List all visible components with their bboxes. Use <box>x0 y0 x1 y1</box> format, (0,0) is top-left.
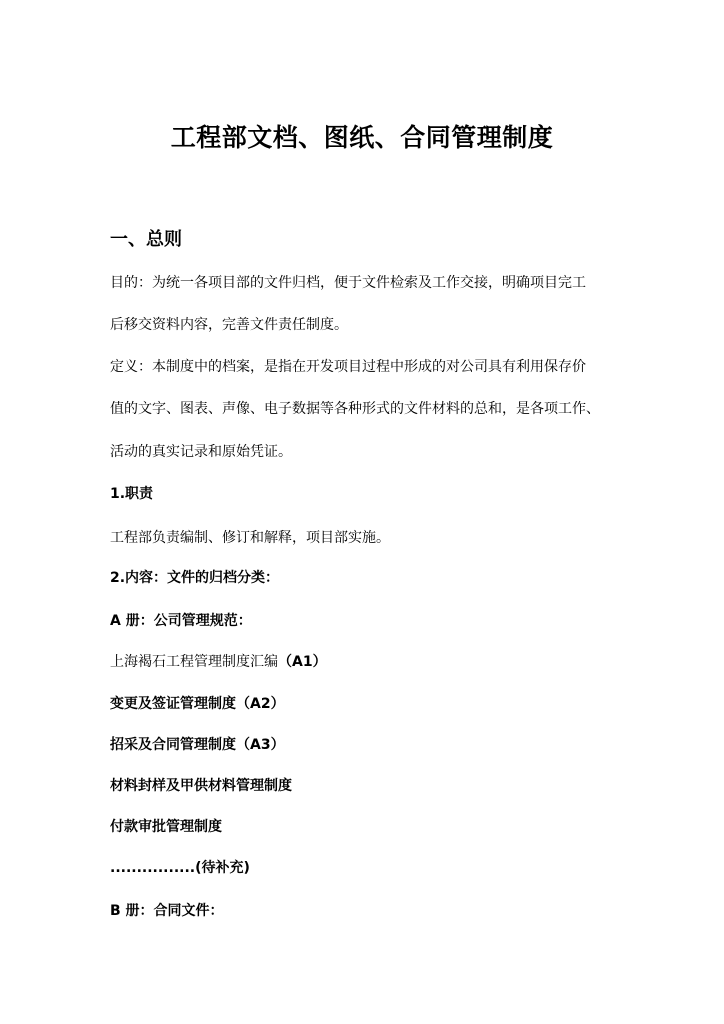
volume-a-item <box>110 693 285 715</box>
volume-a-item-title: 上海褐石工程管理制度汇编 <box>110 654 278 670</box>
purpose-text-line-1: 目的：为统一各项目部的文件归档，便于文件检索及工作交接，明确项目完工 <box>110 275 586 291</box>
volume-a-item <box>110 775 292 797</box>
volume-a-item-code: （A1） <box>278 654 327 670</box>
volume-a-item-title: 材料封样及甲供材料管理制度 <box>110 778 292 794</box>
purpose-text-line-2: 后移交资料内容，完善文件责任制度。 <box>110 317 348 333</box>
volume-a-item <box>110 651 327 673</box>
volume-a-item-code: （A3） <box>236 737 285 753</box>
definition-text-line-3: 活动的真实记录和原始凭证。 <box>110 444 292 460</box>
duty-text: 工程部负责编制、修订和解释，项目部实施。 <box>110 530 390 546</box>
volume-a-item-code: （A2） <box>236 696 285 712</box>
definition-text-line-1: 定义：本制度中的档案，是指在开发项目过程中形成的对公司具有利用保存价 <box>110 359 586 375</box>
page-title: 工程部文档、图纸、合同管理制度 <box>170 123 554 152</box>
volume-a-item <box>110 734 285 756</box>
volume-a-item-title: 招采及合同管理制度 <box>110 737 236 753</box>
section-heading-general: 一、总则 <box>110 229 182 250</box>
duty-heading: 1.职责 <box>110 486 154 502</box>
volume-a-item-title: 付款审批管理制度 <box>110 819 222 835</box>
definition-text-line-2: 值的文字、图表、声像、电子数据等各种形式的文件材料的总和，是各项工作、 <box>110 401 600 417</box>
volume-b-heading: B 册：合同文件： <box>110 903 224 919</box>
to-be-added-note: ................(待补充) <box>110 860 250 876</box>
volume-a-item-title: 变更及签证管理制度 <box>110 696 236 712</box>
volume-a-heading: A 册：公司管理规范： <box>110 613 252 629</box>
content-heading: 2.内容：文件的归档分类： <box>110 570 280 586</box>
volume-a-item <box>110 816 222 838</box>
